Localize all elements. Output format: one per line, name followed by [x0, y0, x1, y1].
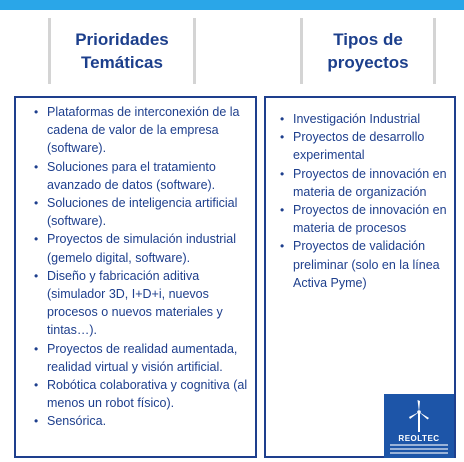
project-types-list	[266, 110, 454, 292]
bullet-icon: •	[280, 166, 285, 181]
list-item	[280, 128, 450, 164]
right-header-title	[300, 28, 436, 74]
wind-turbine-icon	[409, 400, 429, 432]
bullet-icon: •	[34, 196, 39, 211]
list-item-text: Proyectos de simulación industrial (gemelo digital, software).	[47, 232, 236, 265]
list-item-text: Investigación Industrial	[293, 112, 421, 126]
list-item	[34, 376, 251, 412]
list-item-text: Proyectos de validación preliminar (solo en la línea Activa Pyme)	[293, 239, 440, 290]
bullet-icon: •	[34, 268, 39, 283]
bullet-icon: •	[280, 112, 285, 126]
list-item	[34, 267, 251, 340]
reoltec-logo	[384, 394, 454, 458]
top-accent-strip	[0, 0, 464, 10]
bullet-icon: •	[34, 341, 39, 356]
list-item-text: Soluciones para el tratamiento avanzado de datos (software).	[47, 159, 216, 192]
list-item	[34, 103, 251, 158]
bullet-icon: •	[34, 378, 39, 393]
list-item-text: Diseño y fabricación aditiva (simulador 3D, I+D+i, nuevos procesos o nuevos materiales y tintas…).	[47, 268, 223, 338]
list-item	[280, 110, 450, 128]
bullet-icon: •	[280, 239, 285, 254]
logo-name: REOLTEC	[398, 434, 440, 443]
list-item-text: Sensórica.	[47, 414, 107, 429]
bullet-icon: •	[34, 414, 39, 429]
list-item	[280, 237, 450, 292]
left-header-line2: Temáticas	[81, 53, 163, 72]
list-item-text: Proyectos de innovación en materia de procesos	[293, 203, 447, 236]
list-item	[34, 412, 251, 430]
thematic-priorities-box	[14, 96, 257, 458]
right-header-line2: proyectos	[327, 53, 409, 72]
left-header-line1: Prioridades	[75, 30, 169, 49]
list-item	[34, 340, 251, 376]
logo-tagline-lines	[390, 444, 448, 454]
list-item	[34, 230, 251, 266]
left-header-title	[48, 28, 196, 74]
list-item-text: Plataformas de interconexión de la cadena de valor de la empresa (software).	[47, 105, 240, 156]
list-item-text: Soluciones de inteligencia artificial (software).	[47, 196, 238, 229]
list-item-text: Proyectos de realidad aumentada, realidad virtual y visión artificial.	[47, 341, 238, 374]
list-item	[280, 165, 450, 201]
list-item-text: Proyectos de innovación en materia de organización	[293, 166, 447, 199]
right-header-line1: Tipos de	[333, 30, 403, 49]
bullet-icon: •	[280, 203, 285, 218]
bullet-icon: •	[280, 130, 285, 145]
list-item-text: Proyectos de desarrollo experimental	[293, 130, 425, 163]
list-item	[34, 158, 251, 194]
list-item	[280, 201, 450, 237]
bullet-icon: •	[34, 159, 39, 174]
list-item-text: Robótica colaborativa y cognitiva (al menos un robot físico).	[47, 378, 248, 411]
bullet-icon: •	[34, 105, 39, 119]
thematic-priorities-list	[16, 103, 255, 431]
bullet-icon: •	[34, 232, 39, 247]
list-item	[34, 194, 251, 230]
